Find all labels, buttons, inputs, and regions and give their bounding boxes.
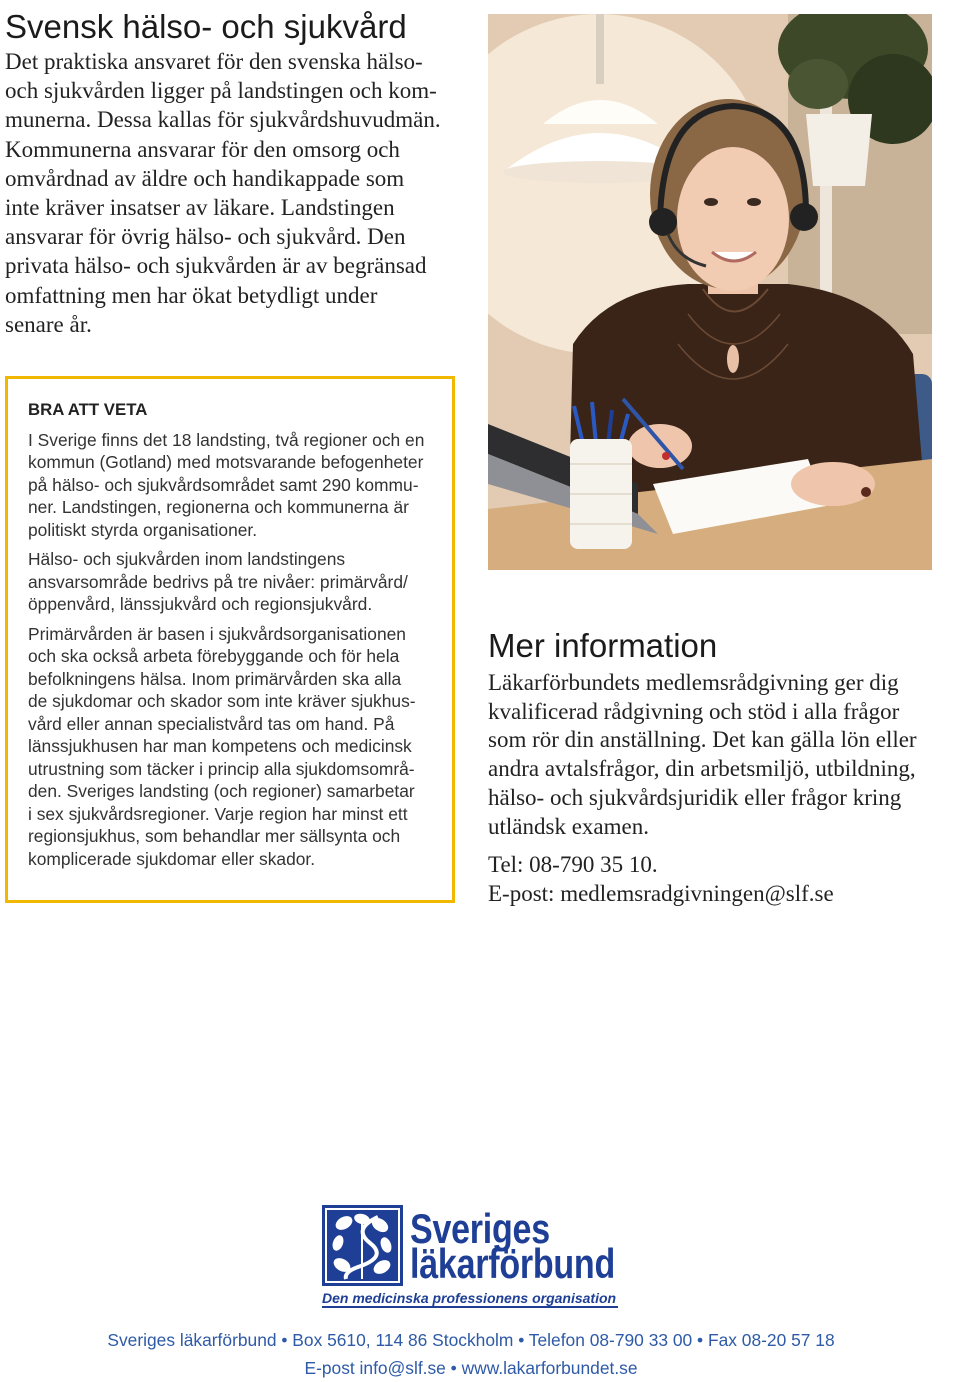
logo-line-1: Sveriges bbox=[410, 1205, 550, 1252]
fact-paragraph bbox=[28, 429, 452, 542]
fact-line: på hälso- och sjukvårdsområdet samt 290 kommu- bbox=[28, 474, 419, 495]
fact-line: länssjukhusen har man kompetens och medicinsk bbox=[28, 736, 412, 756]
fact-paragraph bbox=[28, 623, 452, 871]
fact-line: och ska också arbeta förebyggande och för hela bbox=[28, 646, 400, 666]
fact-paragraph bbox=[28, 548, 452, 616]
fact-line: politiskt styrda organisationer. bbox=[28, 519, 258, 540]
intro-paragraph bbox=[5, 47, 441, 339]
footer-contact: E-post info@slf.se • www.lakarforbundet.se bbox=[304, 1358, 638, 1378]
intro-line: ansvarar för övrig hälso- och sjukvård. Den bbox=[5, 224, 406, 250]
fact-line: Primärvården är basen i sjukvårdsorganisationen bbox=[28, 623, 406, 644]
fact-line: vård eller annan specialistvård tas om hand. På bbox=[28, 713, 395, 734]
intro-line: omvårdnad av äldre och handikappade som bbox=[5, 165, 405, 191]
logo-seal-icon bbox=[322, 1205, 403, 1286]
footer-address: Sveriges läkarförbund • Box 5610, 114 86 Stockholm • Telefon 08-790 33 00 • Fax 08-20 57 18 bbox=[107, 1330, 835, 1350]
fact-line: regionsjukhus, som behandlar mer sällsynta och bbox=[28, 826, 401, 846]
intro-line: munerna. Dessa kallas för sjukvårdshuvudmän. bbox=[5, 107, 441, 133]
fact-line: Hälso- och sjukvården inom landstingens bbox=[28, 549, 346, 569]
more-info-line: utländsk examen. bbox=[488, 813, 649, 839]
email-address: E-post: medlemsradgivningen@slf.se bbox=[488, 880, 834, 906]
page-title: Svensk hälso- och sjukvård bbox=[5, 8, 407, 45]
logo-tagline: Den medicinska professionens organisation bbox=[322, 1290, 617, 1306]
logo-divider bbox=[322, 1306, 618, 1308]
more-info-title: Mer information bbox=[488, 627, 718, 664]
intro-line: Det praktiska ansvaret för den svenska hälso- bbox=[5, 49, 423, 74]
intro-line: senare år. bbox=[5, 311, 92, 337]
more-info-line: som rör din anställning. Det kan gälla lön eller bbox=[488, 727, 917, 753]
fact-box bbox=[5, 376, 455, 903]
phone-number: Tel: 08-790 35 10. bbox=[488, 852, 658, 878]
logo-wordmark bbox=[410, 1205, 616, 1287]
fact-line: öppenvård, länssjukvård och regionsjukvård. bbox=[28, 594, 373, 614]
more-info-paragraph bbox=[488, 669, 917, 909]
more-info-line: Läkarförbundets medlemsrådgivning ger dig bbox=[488, 670, 899, 695]
logo-line-2: läkarförbund bbox=[410, 1240, 616, 1287]
fact-line: komplicerade sjukdomar eller skador. bbox=[28, 848, 316, 869]
fact-line: kommun (Gotland) med motsvarande befogenheter bbox=[28, 452, 424, 472]
fact-line: I Sverige finns det 18 landsting, två regioner och en bbox=[28, 429, 425, 450]
fact-line: de sjukdomar och skador som inte kräver sjukhus- bbox=[28, 691, 416, 711]
fact-line: den. Sveriges landsting (och regioner) samarbetar bbox=[28, 781, 415, 801]
photo-woman-with-headset bbox=[488, 14, 932, 570]
intro-line: privata hälso- och sjukvården är av begränsad bbox=[5, 253, 427, 279]
fact-line: befolkningens hälsa. Inom primärvården ska alla bbox=[28, 668, 402, 689]
contact-details bbox=[488, 851, 917, 908]
fact-line: ansvarsområde bedrivs på tre nivåer: primärvård/ bbox=[28, 571, 408, 592]
intro-line: och sjukvården ligger på landstingen och kom- bbox=[5, 78, 437, 104]
right-hand bbox=[791, 462, 875, 506]
fact-line: i sex sjukvårdsregioner. Varje region har minst ett bbox=[28, 803, 408, 824]
fact-line: utrustning som täcker i princip alla sjukdomsområ- bbox=[28, 758, 415, 779]
fact-box-heading: BRA ATT VETA bbox=[28, 400, 148, 419]
fact-line: ner. Landstingen, regionerna och kommunerna är bbox=[28, 497, 409, 517]
more-info-line: hälso- och sjukvårdsjuridik eller frågor kring bbox=[488, 784, 902, 810]
intro-line: inte kräver insatser av läkare. Landstingen bbox=[5, 195, 395, 221]
intro-line: omfattning men har ökat betydligt under bbox=[5, 282, 378, 308]
intro-line: Kommunerna ansvarar för den omsorg och bbox=[5, 136, 400, 162]
more-info-line: andra avtalsfrågor, din arbetsmiljö, utbildning, bbox=[488, 756, 916, 782]
more-info-line: kvalificerad rådgivning och stöd i alla frågor bbox=[488, 698, 900, 724]
